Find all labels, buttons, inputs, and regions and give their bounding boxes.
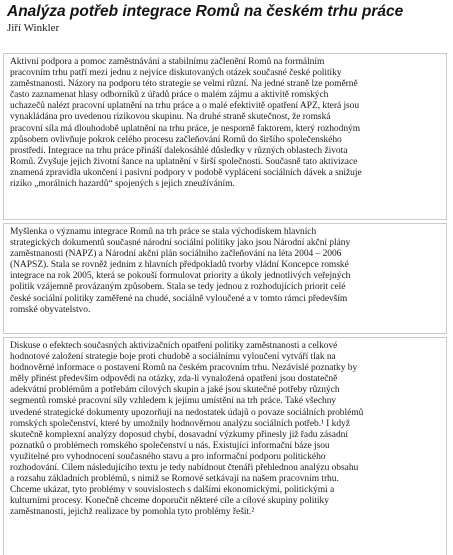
text-line: zaměstnanosti (NAPZ) a Národní akční plán sociálního začleňování na léta 2004 – 2006 <box>10 249 342 260</box>
text-line: adekvátní problémům a potřebám cílových skupin a jaké jsou skutečné potřeby různých <box>10 385 340 396</box>
text-line: pracovní síla má dlouhodobě uplatnění na trhu práce, je nesporně faktorem, který rozhodným <box>10 123 361 134</box>
text-line: Myšlenka o významu integrace Romů na trh práce se stala východiskem hlavních <box>10 227 317 237</box>
text-line: integrace na rok 2005, která se pokouší formulovat priority a úkoly jednotlivých veřejných <box>10 271 351 282</box>
paragraph-3 <box>10 341 363 519</box>
paragraph-box-2 <box>3 223 447 334</box>
paragraph-box-3 <box>3 337 447 555</box>
text-line: romské obyvatelstvo. <box>10 304 91 315</box>
text-line: zaměstnanosti. Názory na podporu této strategie se velmi různí. Na jedné straně lze poměrně <box>10 79 358 90</box>
text-line: zaměstnanosti, jejichž realizace by pomohla tyto problémy řešit.² <box>10 507 255 518</box>
document-title: Analýza potřeb integrace Romů na českém trhu práce <box>7 3 404 20</box>
paragraph-2 <box>10 227 350 316</box>
text-line: skutečně komplexní analýzy doposud chybí, dosavadní výzkumy přinesly již řadu zásadní <box>10 429 348 440</box>
text-line: Diskuse o efektech současných aktivizačních opatření politiky zaměstnanosti a celkové <box>10 341 338 351</box>
paragraph-box-1 <box>3 53 447 220</box>
text-line: Chceme ukázat, tyto problémy v souvislostech s dalšími ekonomickými, politickými a <box>10 485 335 496</box>
text-line: způsobem ovlivňuje pokrok celého procesu začleňování Romů do širšího společenského <box>10 134 342 145</box>
text-line: rozhodování. Cílem následujícího textu je tedy nabídnout čtenáři přehlednou analýzu obsahu <box>10 463 359 474</box>
text-line: pracovním trhu patří mezi jednu z nejvíce diskutovaných otázek současné české politiky <box>10 68 342 79</box>
text-line: politik vzájemně provázaným způsobem. Stala se tedy jednou z rozhodujících priorit celé <box>10 282 346 293</box>
text-line: kulturními procesy. Konečně chceme doporučit některé cíle a cílové skupiny politiky <box>10 496 329 507</box>
text-line: uchazečů nalézt pracovní uplatnění na trhu práce a o malé efektivitě opatření APZ, která jsou <box>10 101 360 112</box>
text-line: a rozsahu základních problémů, s nimiž se Romové setkávají na našem pracovním trhu. <box>10 474 339 485</box>
text-line: riziko „morálních hazardů“ spojených s jejich zneužíváním. <box>10 179 235 190</box>
paragraph-1 <box>10 57 362 190</box>
text-line: často zaznamenat hlasy odborníků z úřadů práce o malém zájmu a aktivitě romských <box>10 90 329 101</box>
text-line: Romů. Zvyšuje jejich životní šance na uplatnění v širší společnosti. Současně tato aktivizace <box>10 156 358 167</box>
text-line: prostředí. Integrace na trhu práce přináší dalekosáhlé důsledky v různých oblastech života <box>10 145 348 156</box>
text-line: vynakládána pro uvedenou rizikovou skupinu. Na druhé straně skutečnost, že romská <box>10 112 331 123</box>
text-line: měly přinést především odpovědi na otázky, zda-li vynaložená opatření jsou dostatečně <box>10 374 338 385</box>
text-line: romských společenství, které by umožnily hodnověrnou analýzu sociálních potřeb.¹ I když <box>10 418 350 429</box>
text-line: české sociální politiky zaměřené na chudé, sociálně vyloučené a v tomto rámci především <box>10 293 348 304</box>
text-line: hodnověrné informace o postavení Romů na českém pracovním trhu. Nezávislé poznatky by <box>10 363 358 374</box>
text-line: využitelné pro vyhodnocení současného stavu a pro informační podporu politického <box>10 451 326 462</box>
text-line: znamená zpravidla ukončení i pasivní podpory v podobě vyplácení sociálních dávek a snižuje <box>10 167 362 178</box>
text-line: poznatků o problémech romského společenství u nás. Existující informační báze jsou <box>10 440 330 451</box>
text-line: uvedené strategické dokumenty upozorňují na nedostatek údajů o povaze sociálních problémů <box>10 407 364 418</box>
text-line: Aktivní podpora a pomoc zaměstnávání a stabilnímu začlenění Romů na formálním <box>10 57 325 67</box>
text-line: strategických dokumentů současné národní sociální politiky jako jsou Národní akční plány <box>10 238 351 249</box>
text-line: hodnotové založení strategie boje proti chudobě a sociálnímu vyloučení vytváří tlak na <box>10 352 336 363</box>
text-line: (NAPSZ). Stala se rovněž jedním z hlavních předpokladů tvorby vládní Koncepce romské <box>10 260 349 271</box>
text-line: segmentů romské pracovní síly vzhledem k jejímu umístění na trh práce. Také všechny <box>10 396 337 407</box>
document-author: Jiří Winkler <box>7 22 60 34</box>
